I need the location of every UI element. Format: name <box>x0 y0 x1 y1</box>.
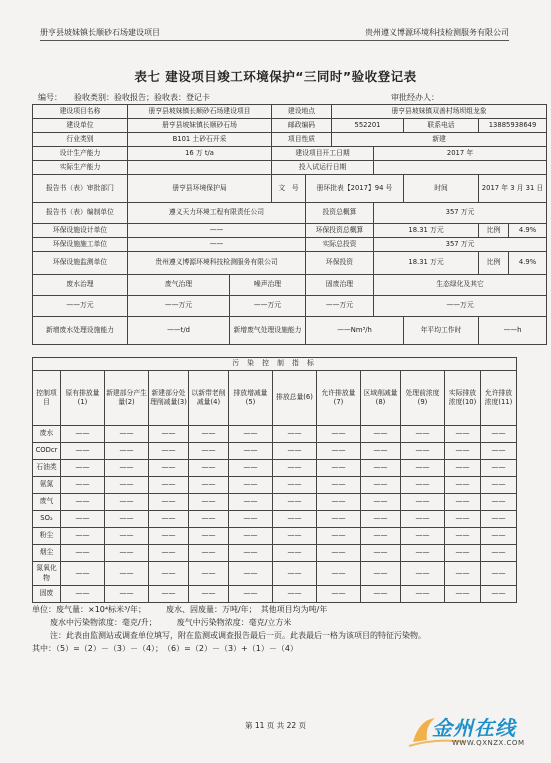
cell-value: —— <box>189 511 229 528</box>
cell-value: —— <box>189 443 229 460</box>
cell-value: —— <box>481 586 517 603</box>
cell-value: —— <box>361 477 401 494</box>
cell-value: —— <box>189 494 229 511</box>
table-row <box>33 443 517 460</box>
watermark-text: 金州在线 <box>432 716 516 740</box>
cell-value: —— <box>317 586 361 603</box>
cell-label: 时间 <box>404 175 479 203</box>
column-header: 区域削减量(8) <box>361 371 401 426</box>
cell-value: —— <box>317 426 361 443</box>
note-remark: 注：此表由监测站或调查单位填写，附在监测或调查报告最后一页。此表最后一格为该项目的特征污染物。 <box>50 631 426 640</box>
cell-value: —— <box>361 528 401 545</box>
cell-value: 册亨县坡妹镇双善村场坝组龙象 <box>332 105 547 119</box>
cell-value: —— <box>149 477 189 494</box>
cell-value: —— <box>189 562 229 586</box>
cell-value: 贵州遵义博源环境科技检测服务有限公司 <box>128 252 306 275</box>
cell-value: 册亨县坡妹镇长顺砂石场建设项目 <box>128 105 272 119</box>
page-number: 第 11 页 共 22 页 <box>244 721 306 730</box>
notes <box>32 603 522 655</box>
cell-value: —— <box>273 545 317 562</box>
cell-value: —— <box>445 460 481 477</box>
section-header: 污 染 控 制 指 标 <box>33 358 517 371</box>
row-label: CODcr <box>33 443 61 460</box>
cell-value: —— <box>445 528 481 545</box>
watermark-url: WWW.QXNZX.COM <box>452 739 525 747</box>
table-row <box>33 477 517 494</box>
cell-label: 生态绿化及其它 <box>374 275 547 296</box>
row-label: SO₂ <box>33 511 61 528</box>
cell-value: —— <box>229 528 273 545</box>
cell-value: —— <box>149 426 189 443</box>
cell-value: ——万元 <box>33 296 128 317</box>
cell-value: —— <box>149 460 189 477</box>
cell-value: —— <box>149 586 189 603</box>
cell-label: 投资总概算 <box>306 203 374 224</box>
meta-line <box>38 92 511 103</box>
cell-value: —— <box>105 511 149 528</box>
cell-value: —— <box>401 494 445 511</box>
column-header: 实际排放浓度(10) <box>445 371 481 426</box>
column-header: 以新带老削减量(4) <box>189 371 229 426</box>
cell-value: —— <box>401 586 445 603</box>
cell-label: 项目性质 <box>272 133 332 147</box>
header-row <box>33 371 517 426</box>
cell-value: —— <box>61 494 105 511</box>
cell-value: —— <box>445 426 481 443</box>
cell-value: —— <box>61 586 105 603</box>
cell-value: —— <box>273 460 317 477</box>
cell-value: —— <box>189 586 229 603</box>
cell-value: —— <box>445 562 481 586</box>
cell-value: —— <box>61 443 105 460</box>
cell-value: —— <box>273 586 317 603</box>
cell-value: —— <box>273 426 317 443</box>
row-label: 固废 <box>33 586 61 603</box>
cell-value: —— <box>401 443 445 460</box>
pollution-control-table <box>32 357 517 603</box>
cell-value: 册亨县坡妹镇长顺砂石场 <box>128 119 272 133</box>
cell-label: 邮政编码 <box>272 119 332 133</box>
cell-value: —— <box>61 528 105 545</box>
cell-value: —— <box>273 528 317 545</box>
table-row <box>33 511 517 528</box>
cell-value: —— <box>445 477 481 494</box>
cell-value: —— <box>401 426 445 443</box>
row-label: 粉尘 <box>33 528 61 545</box>
table-row <box>33 562 517 586</box>
cell-value: —— <box>149 562 189 586</box>
cell-label: 噪声治理 <box>230 275 306 296</box>
cell-value: —— <box>481 426 517 443</box>
cell-value: —— <box>273 494 317 511</box>
cell-value: —— <box>105 545 149 562</box>
cell-value: —— <box>361 426 401 443</box>
cell-value: —— <box>361 460 401 477</box>
cell-value: —— <box>229 460 273 477</box>
cell-value: 357 万元 <box>374 203 547 224</box>
column-header: 新建部分产生量(2) <box>105 371 149 426</box>
cell-value: —— <box>273 477 317 494</box>
column-header: 排放总量(6) <box>273 371 317 426</box>
note-formula: 其中：（5）=（2）－（3）－（4）； （6）=（2）－（3）+（1）－（4） <box>32 644 298 653</box>
cell-label: 建设项目名称 <box>33 105 128 119</box>
column-header: 排放增减量(5) <box>229 371 273 426</box>
cell-value: —— <box>481 460 517 477</box>
cell-value: —— <box>317 477 361 494</box>
cell-label: 实际生产能力 <box>33 161 128 175</box>
cell-label: 投入试运行日期 <box>272 161 374 175</box>
row-label: 废水 <box>33 426 61 443</box>
cell-value: 新建 <box>332 133 547 147</box>
cell-value: —— <box>481 511 517 528</box>
cell-label: 环保设施设计单位 <box>33 224 128 238</box>
cell-label: 新增废气处理设施能力 <box>230 317 306 345</box>
meta-left: 编号： 验收类别：验收报告；验收表：登记卡 <box>38 93 210 102</box>
cell-label: 新增废水处理设施能力 <box>33 317 128 345</box>
cell-label: 废气治理 <box>128 275 230 296</box>
cell-value: —— <box>229 562 273 586</box>
cell-value: —— <box>229 511 273 528</box>
cell-value: —— <box>317 443 361 460</box>
cell-value: ——万元 <box>128 296 230 317</box>
cell-value: —— <box>105 562 149 586</box>
cell-value: ——Nm³/h <box>306 317 404 345</box>
cell-label: 固废治理 <box>306 275 374 296</box>
table-row <box>33 460 517 477</box>
cell-value: 2017 年 <box>374 147 547 161</box>
cell-value: —— <box>445 511 481 528</box>
cell-value: —— <box>445 545 481 562</box>
cell-value: —— <box>128 238 306 252</box>
cell-value: ——万元 <box>374 296 547 317</box>
table-row <box>33 545 517 562</box>
cell-value: 16 万 t/a <box>128 147 272 161</box>
cell-value: —— <box>481 545 517 562</box>
cell-value: —— <box>128 224 306 238</box>
cell-value: B101 土砂石开采 <box>128 133 272 147</box>
cell-value: —— <box>229 494 273 511</box>
column-header: 允许排放浓度(11) <box>481 371 517 426</box>
cell-value: —— <box>273 443 317 460</box>
cell-value: ——h <box>479 317 547 345</box>
cell-label: 文 号 <box>272 175 306 203</box>
cell-value: —— <box>149 494 189 511</box>
table-row <box>33 426 517 443</box>
cell-value: 遵义天力环境工程有限责任公司 <box>128 203 306 224</box>
cell-label: 联系电话 <box>404 119 479 133</box>
cell-value: —— <box>481 443 517 460</box>
cell-value: ——万元 <box>230 296 306 317</box>
cell-value: —— <box>481 562 517 586</box>
row-label: 废气 <box>33 494 61 511</box>
column-header: 允许排放量(7) <box>317 371 361 426</box>
cell-value: —— <box>105 477 149 494</box>
cell-value: —— <box>317 460 361 477</box>
cell-label: 设计生产能力 <box>33 147 128 161</box>
cell-label: 环保投资 <box>306 252 374 275</box>
cell-value: —— <box>317 494 361 511</box>
cell-value: —— <box>401 460 445 477</box>
cell-value: —— <box>189 426 229 443</box>
cell-value: 13885938649 <box>479 119 547 133</box>
cell-value: —— <box>481 494 517 511</box>
cell-value: —— <box>481 477 517 494</box>
row-label: 石油类 <box>33 460 61 477</box>
cell-value: —— <box>105 494 149 511</box>
cell-value: —— <box>317 562 361 586</box>
cell-value: —— <box>317 545 361 562</box>
cell-value: 357 万元 <box>374 238 547 252</box>
cell-value: —— <box>61 426 105 443</box>
cell-value: —— <box>229 426 273 443</box>
cell-value: ——t/d <box>128 317 230 345</box>
cell-value: 册亨县环境保护局 <box>128 175 272 203</box>
cell-value: —— <box>229 545 273 562</box>
cell-value: —— <box>189 460 229 477</box>
cell-value: —— <box>189 528 229 545</box>
cell-value: —— <box>401 477 445 494</box>
cell-value: —— <box>61 477 105 494</box>
cell-empty <box>374 161 547 175</box>
cell-label: 环保投资总概算 <box>306 224 374 238</box>
cell-value: 552201 <box>332 119 404 133</box>
cell-label: 废水治理 <box>33 275 128 296</box>
header-left: 册亨县坡妹镇长顺砂石场建设项目 <box>40 28 160 37</box>
row-label: 烟尘 <box>33 545 61 562</box>
column-header: 新建部分处理削减量(3) <box>149 371 189 426</box>
cell-label: 年平均工作时 <box>404 317 479 345</box>
note-units: 单位：废气量：×10⁴标米³/年； 废水、固废量：万吨/年； 其他项目均为吨/年 <box>32 605 328 614</box>
cell-label: 报告书（表）审批部门 <box>33 175 128 203</box>
cell-value: ——万元 <box>306 296 374 317</box>
cell-value: —— <box>401 511 445 528</box>
cell-value: —— <box>149 443 189 460</box>
table-row <box>33 528 517 545</box>
cell-value: —— <box>61 511 105 528</box>
cell-value: —— <box>61 460 105 477</box>
table-title: 表七 建设项目竣工环境保护“三同时”验收登记表 <box>134 69 417 84</box>
cell-value: —— <box>273 562 317 586</box>
row-label: 氮氧化物 <box>33 562 61 586</box>
cell-value: —— <box>481 528 517 545</box>
cell-value: —— <box>149 545 189 562</box>
cell-label: 比例 <box>479 224 509 238</box>
cell-label: 建设单位 <box>33 119 128 133</box>
cell-value: 18.31 万元 <box>374 224 479 238</box>
table-row <box>33 494 517 511</box>
cell-label: 报告书（表）编制单位 <box>33 203 128 224</box>
cell-value: —— <box>361 562 401 586</box>
cell-value: —— <box>189 545 229 562</box>
cell-label: 环保设施监测单位 <box>33 252 128 275</box>
cell-label: 建设地点 <box>272 105 332 119</box>
page-header <box>40 22 509 41</box>
cell-value: 册环批表【2017】94 号 <box>306 175 404 203</box>
header-right: 贵州遵义博源环境科技检测服务有限公司 <box>365 28 509 37</box>
cell-value: —— <box>445 494 481 511</box>
cell-value: —— <box>445 443 481 460</box>
column-header: 处理前浓度(9) <box>401 371 445 426</box>
cell-label: 环保设施施工单位 <box>33 238 128 252</box>
cell-value: 18.31 万元 <box>374 252 479 275</box>
cell-value: —— <box>361 545 401 562</box>
cell-value: —— <box>105 586 149 603</box>
column-header: 原有排放量(1) <box>61 371 105 426</box>
cell-value: —— <box>361 494 401 511</box>
cell-value: —— <box>401 562 445 586</box>
cell-value: —— <box>361 511 401 528</box>
cell-value: —— <box>149 511 189 528</box>
cell-value: —— <box>401 528 445 545</box>
cell-value: —— <box>61 545 105 562</box>
cell-value: —— <box>61 562 105 586</box>
cell-value: —— <box>401 545 445 562</box>
cell-label: 行业类别 <box>33 133 128 147</box>
cell-value: —— <box>361 586 401 603</box>
cell-value: —— <box>105 426 149 443</box>
cell-value: —— <box>317 511 361 528</box>
cell-value: —— <box>361 443 401 460</box>
cell-value: —— <box>105 460 149 477</box>
cell-value: —— <box>189 477 229 494</box>
note-concentration: 废水中污染物浓度：毫克/升； 废气中污染物浓度：毫克/立方米 <box>50 618 292 627</box>
table-row <box>33 586 517 603</box>
cell-value: 4.9% <box>509 252 547 275</box>
cell-value: 4.9% <box>509 224 547 238</box>
cell-value: —— <box>317 528 361 545</box>
cell-empty <box>128 161 272 175</box>
cell-value: —— <box>229 586 273 603</box>
cell-value: —— <box>273 511 317 528</box>
column-header: 控制项目 <box>33 371 61 426</box>
cell-value: —— <box>149 528 189 545</box>
cell-label: 实际总投资 <box>306 238 374 252</box>
cell-value: —— <box>105 443 149 460</box>
cell-value: —— <box>229 443 273 460</box>
meta-right: 审批经办人： <box>391 93 439 102</box>
cell-value: —— <box>229 477 273 494</box>
cell-value: 2017 年 3 月 31 日 <box>479 175 547 203</box>
row-label: 氨氮 <box>33 477 61 494</box>
cell-label: 比例 <box>479 252 509 275</box>
cell-value: —— <box>445 586 481 603</box>
project-info-table <box>32 104 547 345</box>
cell-label: 建设项目开工日期 <box>272 147 374 161</box>
cell-value: —— <box>105 528 149 545</box>
